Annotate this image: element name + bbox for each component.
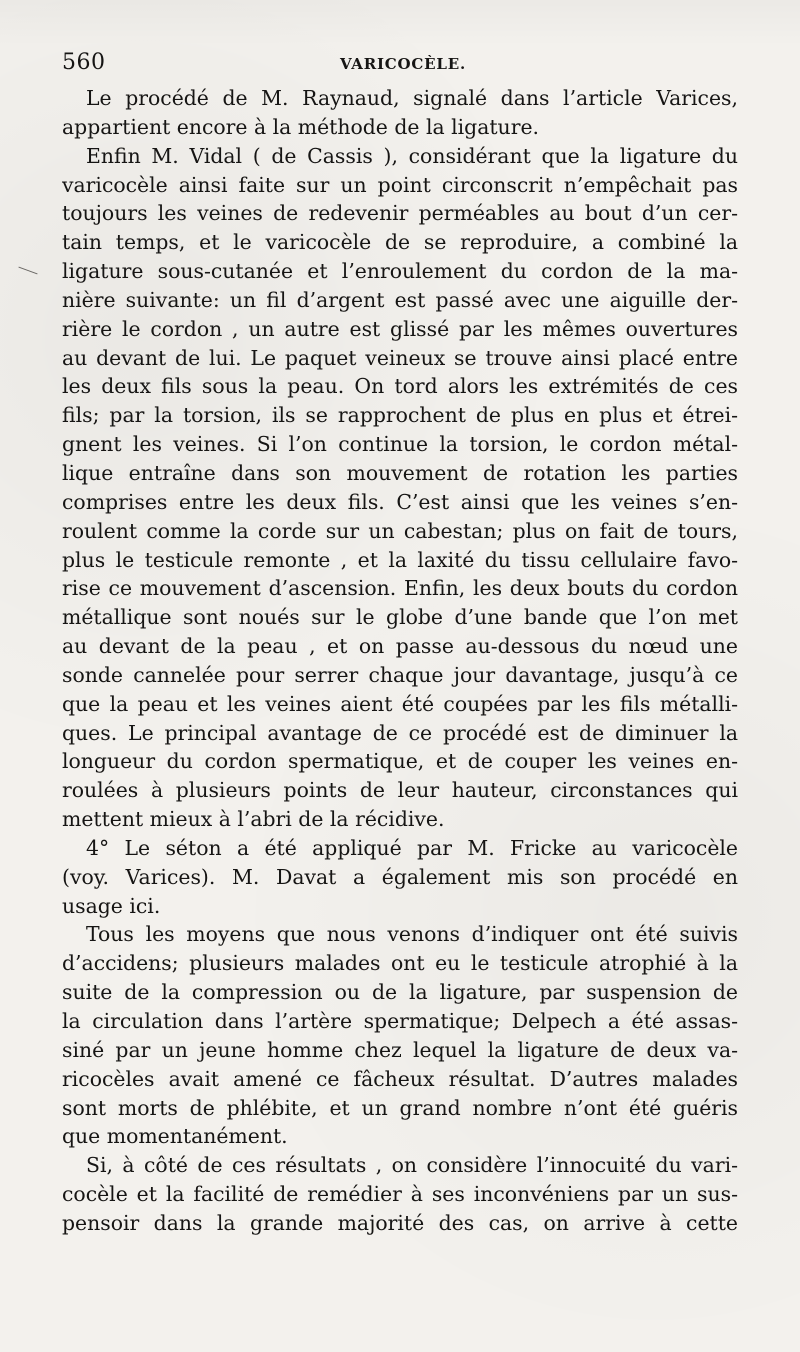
text-line: comprises entre les deux fils. C’est ainsi que les veines s’en- [62, 489, 738, 514]
text-line: Enfin M. Vidal ( de Cassis ), considérant que la ligature du [86, 143, 738, 168]
text-line: les deux fils sous la peau. On tord alors les extrémités de ces [62, 374, 738, 399]
text-line: 4° Le séton a été appliqué par M. Fricke au varicocèle [86, 835, 738, 860]
text-line: roulent comme la corde sur un cabestan; plus on fait de tours, [62, 518, 738, 543]
text-line: longueur du cordon spermatique, et de couper les veines en- [62, 749, 738, 774]
text-line: rise ce mouvement d’ascension. Enfin, les deux bouts du cordon [62, 576, 738, 601]
text-line: Le procédé de M. Raynaud, signalé dans l’article Varices, [86, 86, 738, 110]
text-line: ricocèles avait amené ce fâcheux résultat. D’autres malades [62, 1066, 738, 1091]
text-line: cocèle et la facilité de remédier à ses inconvéniens par un sus- [62, 1182, 738, 1207]
text-line: plus le testicule remonte , et la laxité du tissu cellulaire favo- [62, 547, 738, 572]
text-line: au devant de lui. Le paquet veineux se trouve ainsi placé entre [62, 345, 738, 370]
text-line: (voy. Varices). M. Davat a également mis son procédé en [62, 864, 738, 889]
text-line: métallique sont noués sur le globe d’une bande que l’on met [62, 605, 738, 630]
text-line: rière le cordon , un autre est glissé par les mêmes ouvertures [62, 316, 738, 341]
text-line: usage ici. [62, 893, 161, 918]
text-line: sont morts de phlébite, et un grand nombre n’ont été guéris [62, 1095, 738, 1120]
text-line: ligature sous-cutanée et l’enroulement du cordon de la ma- [62, 259, 738, 284]
text-line: roulées à plusieurs points de leur hauteur, circonstances qui [62, 778, 738, 803]
text-line: siné par un jeune homme chez lequel la ligature de deux va- [62, 1037, 738, 1062]
text-line: mettent mieux à l’abri de la récidive. [62, 807, 445, 832]
text-line: suite de la compression ou de la ligature, par suspension de [62, 980, 738, 1005]
text-line: ques. Le principal avantage de ce procédé est de diminuer la [62, 720, 738, 745]
text-line: sonde cannelée pour serrer chaque jour davantage, jusqu’à ce [62, 662, 738, 687]
text-line: toujours les veines de redevenir perméables au bout d’un cer- [62, 201, 738, 226]
page-number: 560 [62, 50, 106, 75]
text-line: appartient encore à la méthode de la ligature. [62, 114, 539, 139]
text-line: gnent les veines. Si l’on continue la torsion, le cordon métal- [62, 432, 738, 457]
running-title: VARICOCÈLE. [340, 55, 466, 73]
text-line: que momentanément. [62, 1124, 288, 1149]
top-page-shadow [0, 0, 800, 46]
text-line: la circulation dans l’artère spermatique; Delpech a été assas- [62, 1009, 738, 1033]
body-text [62, 84, 738, 1238]
page-header [62, 50, 738, 82]
text-line: Si, à côté de ces résultats , on considère l’innocuité du vari- [86, 1153, 738, 1178]
text-line: que la peau et les veines aient été coupées par les fils métalli- [62, 691, 738, 716]
text-line: lique entraîne dans son mouvement de rotation les parties [62, 460, 738, 485]
margin-mark [18, 267, 37, 275]
text-line: nière suivante: un fil d’argent est passé avec une aiguille der- [62, 287, 738, 312]
text-line: pensoir dans la grande majorité des cas, on arrive à cette [62, 1210, 738, 1235]
text-line: fils; par la torsion, ils se rapprochent de plus en plus et étrei- [62, 403, 738, 428]
text-line: tain temps, et le varicocèle de se reproduire, a combiné la [62, 230, 738, 255]
text-line: Tous les moyens que nous venons d’indiquer ont été suivis [86, 922, 738, 947]
text-line: varicocèle ainsi faite sur un point circonscrit n’empêchait pas [62, 172, 738, 197]
text-line: au devant de la peau , et on passe au-dessous du nœud une [62, 634, 738, 659]
text-line: d’accidens; plusieurs malades ont eu le testicule atrophié à la [62, 951, 738, 976]
